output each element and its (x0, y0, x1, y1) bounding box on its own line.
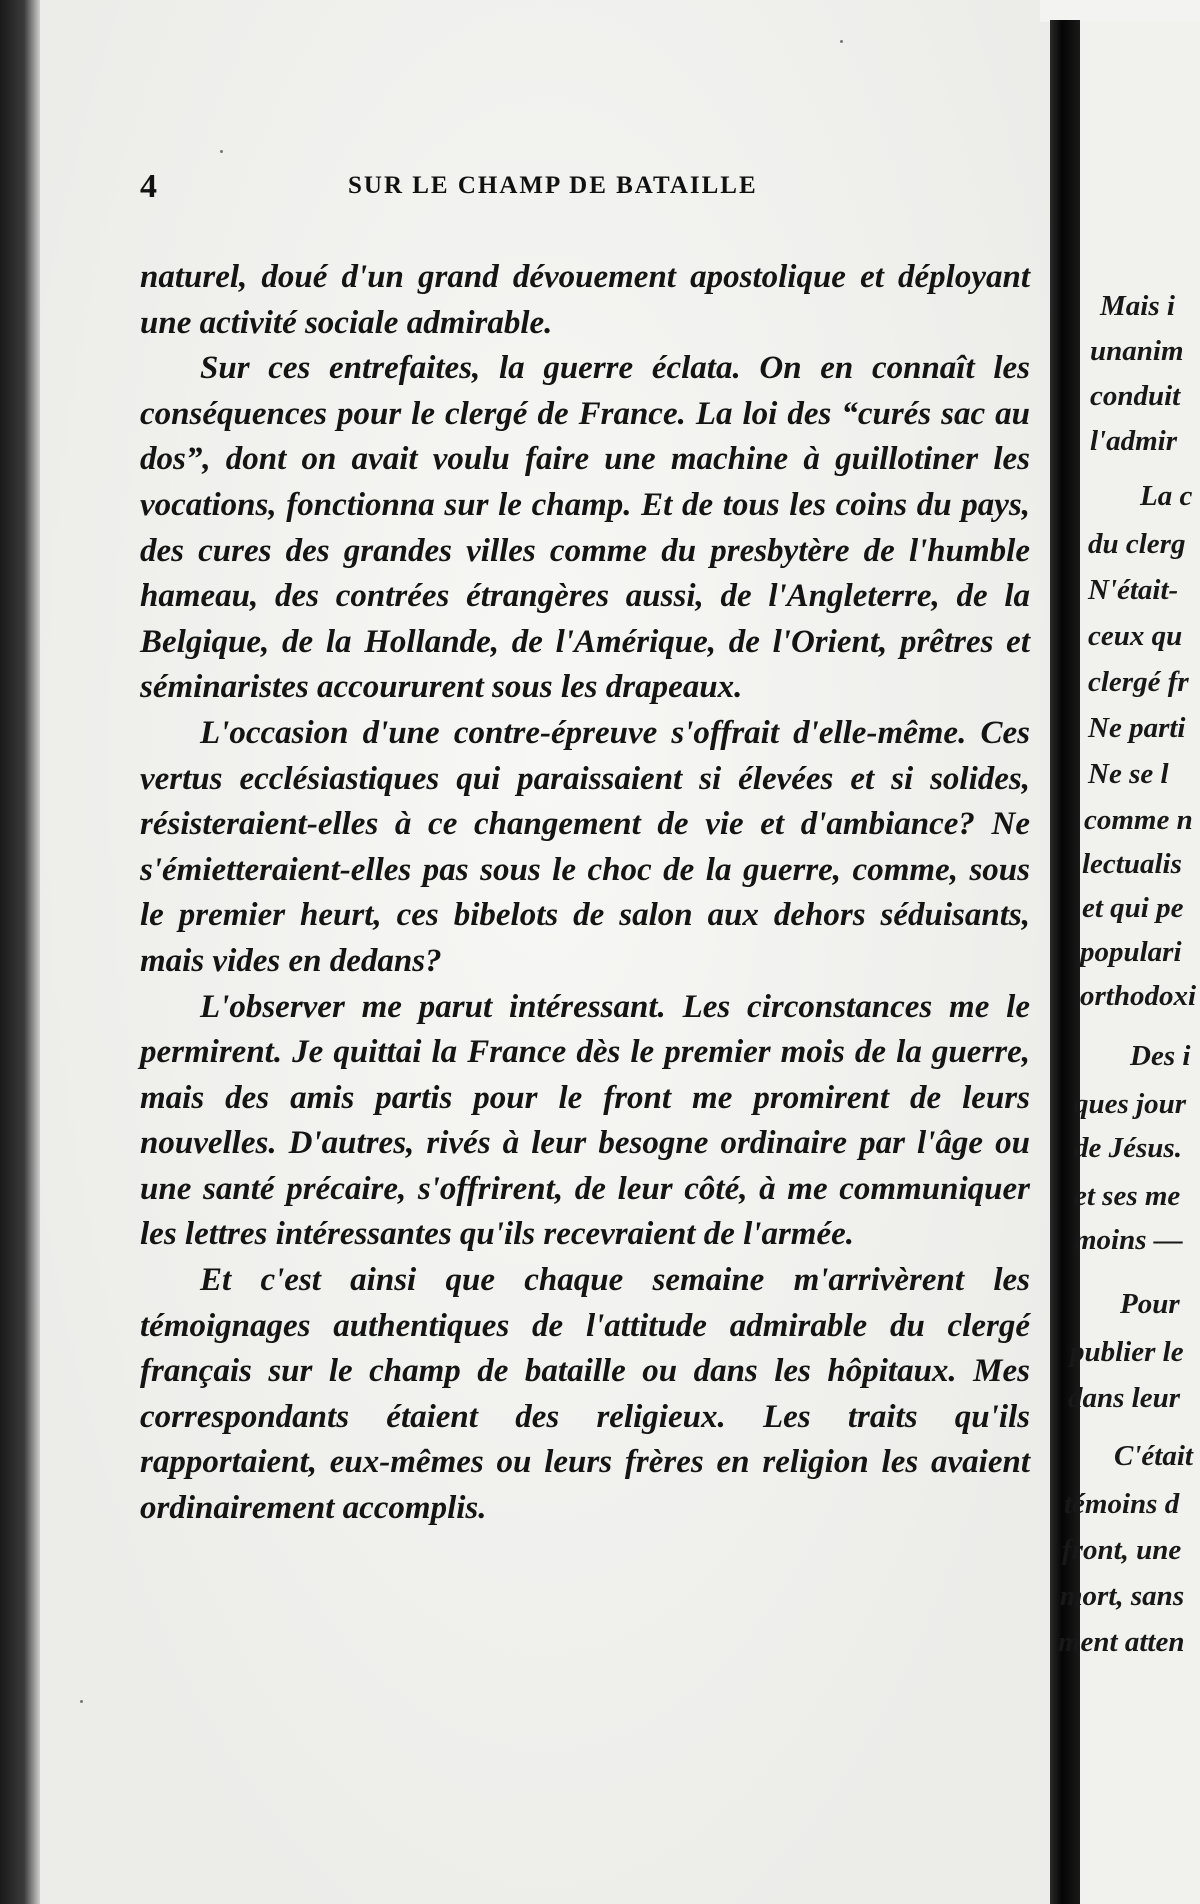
scan-speck (80, 1700, 83, 1703)
right-page-line: populari (1080, 936, 1182, 968)
right-page-line: C'était (1114, 1440, 1193, 1472)
paragraph: L'occasion d'une contre-épreuve s'offrait d'elle-même. Ces vertus ecclésiastiques qui paraissaient si élevées et si solides, résisteraient-elles à ce changement de vie et d'ambiance? Ne s'émietteraient-elles pas sous le choc de la guerre, comme, sous le premier heurt, ces bibelots de salon aux dehors séduisants, mais vides en dedans? (140, 714, 1030, 979)
paragraph: L'observer me parut intéressant. Les circonstances me le permirent. Je quittai la France dès le premier mois de la guerre, mais des amis partis pour le front me promirent de leurs nouvelles. D'autres, rivés à leur besogne ordinaire par l'âge ou une santé précaire, s'offrirent, de leur côté, à me communiquer les lettres intéressantes qu'ils recevraient de l'armée. (140, 988, 1030, 1253)
right-page-line: Ne se l (1088, 758, 1169, 790)
right-page-line: publier le (1070, 1336, 1184, 1368)
scan-speck (840, 40, 843, 43)
binding-top-strip (1040, 0, 1200, 22)
right-page-line: du clerg (1088, 528, 1186, 560)
right-page-line: et qui pe (1082, 892, 1184, 924)
right-page-line: unanim (1090, 335, 1184, 367)
right-page-line: ceux qu (1088, 620, 1183, 652)
right-page-line: mort, sans (1060, 1580, 1185, 1612)
right-page-line: La c (1140, 480, 1193, 512)
right-page-line: orthodoxi (1080, 980, 1197, 1012)
paragraph: naturel, doué d'un grand dévouement apostolique et déployant une activité sociale admirable. (140, 259, 1030, 341)
right-page-line: Mais i (1100, 290, 1175, 322)
right-page-line: Ne parti (1088, 712, 1186, 744)
right-page-line: de Jésus. (1074, 1132, 1182, 1164)
body-text (140, 255, 1030, 1532)
right-page-line: front, une (1062, 1534, 1182, 1566)
right-page-line: Pour (1120, 1288, 1180, 1320)
scan-left-edge (0, 0, 40, 1904)
right-page-line: comme n (1084, 804, 1193, 836)
right-page-line: Des i (1130, 1040, 1191, 1072)
paragraph: Et c'est ainsi que chaque semaine m'arrivèrent les témoignages authentiques de l'attitude admirable du clergé français sur le champ de bataille ou dans les hôpitaux. Mes correspondants étaient des religieux. Les traits qu'ils rapportaient, eux-mêmes ou leurs frères en religion les avaient ordinairement accomplis. (140, 1262, 1030, 1527)
right-page-line: dans leur (1068, 1382, 1181, 1414)
paragraph: Sur ces entrefaites, la guerre éclata. On en connaît les conséquences pour le clergé de France. La loi des “curés sac au dos”, dont on avait voulu faire une machine à guillotiner les vocations, fonctionna sur le champ. Et de tous les coins du pays, des cures des grandes villes comme du presbytère de l'humble hameau, des contrées étrangères aussi, de l'Angleterre, de la Belgique, de la Hollande, de l'Amérique, de l'Orient, prêtres et séminaristes accoururent sous les drapeaux. (140, 350, 1030, 706)
book-binding-gutter (1050, 20, 1080, 1904)
right-page-line: lectualis (1082, 848, 1182, 880)
right-page-line: l'admir (1090, 425, 1178, 457)
scan-speck (220, 150, 223, 153)
right-page-line: clergé fr (1088, 666, 1189, 698)
page-title: SUR LE CHAMP DE BATAILLE (348, 172, 758, 199)
right-page-line: N'était- (1088, 574, 1179, 606)
right-page-line: ment atten (1058, 1626, 1185, 1658)
right-page-line: ques jour (1074, 1088, 1187, 1120)
right-page-line: et ses me (1074, 1180, 1181, 1212)
page-number: 4 (140, 168, 157, 205)
right-page-line: moins — (1074, 1224, 1183, 1256)
right-page-line: conduit (1090, 380, 1181, 412)
right-page-line: témoins d (1064, 1488, 1180, 1520)
